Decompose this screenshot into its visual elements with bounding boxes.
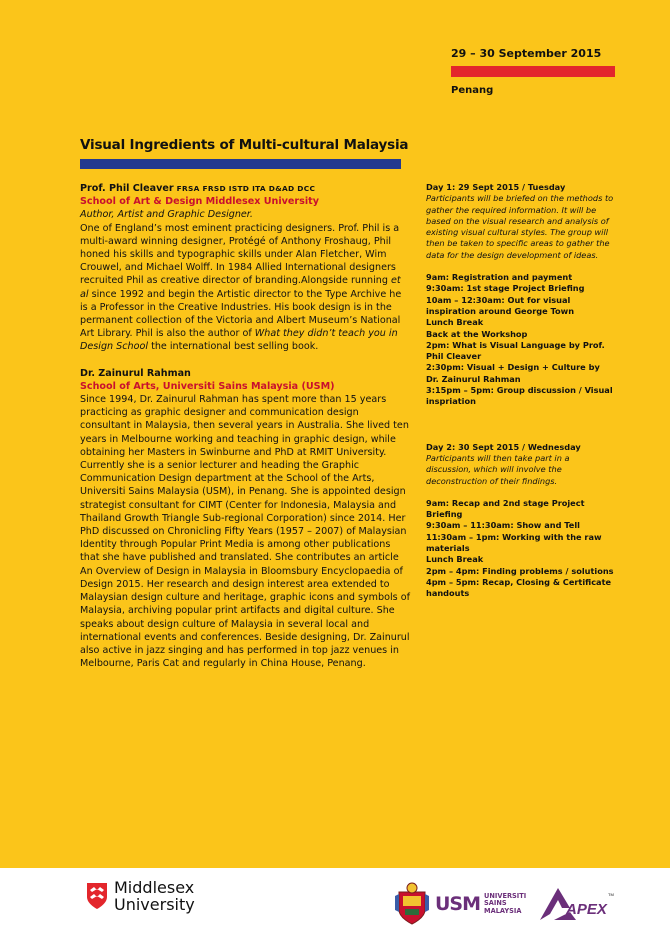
apex-logo <box>536 884 616 924</box>
usm-logo <box>435 893 526 916</box>
day-1-schedule <box>426 272 614 408</box>
page-title: Visual Ingredients of Multi-cultural Malaysia <box>80 137 409 153</box>
usm-mark: USM <box>435 893 481 915</box>
red-accent-bar <box>451 66 615 77</box>
schedule-item: 9:30am: 1st stage Project Briefing <box>426 283 585 294</box>
apex-wordmark: APEX <box>566 901 608 918</box>
speaker-1-heading <box>80 182 410 195</box>
schedule-item: 2pm – 4pm: Finding problems / solutions <box>426 565 614 576</box>
apex-trademark: TM <box>608 892 614 897</box>
schedule-item: 3:15pm – 5pm: Group discussion / Visual inspriation <box>426 385 613 407</box>
schedule-item: Lunch Break <box>426 554 484 565</box>
day-1-heading: Day 1: 29 Sept 2015 / Tuesday <box>426 182 566 192</box>
schedule-item: 9am: Recap and 2nd stage Project Briefing <box>426 497 585 520</box>
middlesex-university-logo <box>86 879 195 913</box>
schedule-item: Lunch Break <box>426 317 484 328</box>
day-2-block <box>426 442 614 600</box>
schedule-item: 4pm – 5pm: Recap, Closing & Certificate handouts <box>426 576 612 599</box>
schedule-item: 9:30am – 11:30am: Show and Tell <box>426 520 580 531</box>
speaker-1-name: Prof. Phil Cleaver <box>80 183 174 194</box>
schedule-item: Back at the Workshop <box>426 328 528 339</box>
partner-logos <box>393 882 616 926</box>
speaker-2-name: Dr. Zainurul Rahman <box>80 367 191 379</box>
day-1-description: Participants will be briefed on the methods to gather the required information. It will be based on the visual research and analysis of existing visual cultural styles. The group will then be taken to specific areas to gather the data for the design development of ideas. <box>426 193 614 260</box>
speaker-1-credentials: FRSA FRSD ISTD ITA D&AD DCC <box>176 184 316 193</box>
day-1-block <box>426 182 614 408</box>
speaker-2-institution: School of Arts, Universiti Sains Malaysia (USM) <box>80 380 335 392</box>
day-2-schedule <box>426 498 614 600</box>
speaker-1-role: Author, Artist and Graphic Designer. <box>80 209 253 221</box>
speaker-1-bio: One of England’s most eminent practicing designers. Prof. Phil is a multi-award winning designer, Protégé of Anthony Froshaug, Phil honed his skills and typographic skills under Alan Fletcher, Wim Crouwel, and Michael Wolff. In 1984 Allied International designers recruited Phil as creative director of branding.Alongside running et al since 1992 and begin the Artistic director to the Type Archive he is a Professor in the Creative Industries. His book design is in the permanent collection of the Victoria and Albert Museum’s National Art Library. Phil is also the author of What they didn’t teach you in Design School the international best selling book. <box>80 222 402 353</box>
middlesex-wordmark: Middlesex University <box>114 878 195 914</box>
schedule-item: 11:30am – 1pm: Working with the raw materials <box>426 531 602 554</box>
schedule-item: 9am: Registration and payment <box>426 272 573 283</box>
schedule-item: 2pm: What is Visual Language by Prof. Phil Cleaver <box>426 339 605 362</box>
event-date: 29 – 30 September 2015 <box>451 47 602 60</box>
usm-wordmark: UNIVERSITI SAINS MALAYSIA <box>484 891 527 915</box>
speaker-1-institution: School of Art & Design Middlesex University <box>80 196 319 208</box>
usm-crest-icon <box>393 882 431 926</box>
speaker-bios <box>80 182 410 670</box>
speaker-2-bio: Since 1994, Dr. Zainurul Rahman has spent more than 15 years practicing as graphic designer and communication design consultant in Malaysia, then several years in Australia. She lived ten years in Melbourne working and teaching in graphic design, while obtaining her Masters in Swinburne and PhD at RMIT University. Currently she is a senior lecturer and heading the Graphic Communication Design department at the School of the Arts, Universiti Sains Malaysia (USM), in Penang. She is appointed design strategist consultant for CIMT (Center for Indonesia, Malaysia and Thailand Growth Triangle Sub-regional Corporation) since 2014. Her PhD discussed on Chronicling Fifty Years (1957 – 2007) of Malaysian Identity through Popular Print Media is among other publications that she have published and translated. She contributes an article An Overview of Design in Malaysia in Bloomsbury Encyclopaedia of Design 2015. Her research and design interest area extended to Malaysian design culture and heritage, graphic icons and symbols of Malaysia, archiving popular print artifacts and digital culture. She speaks about design culture of Malaysia in several local and international events and conferences. Beside designing, Dr. Zainurul also active in jazz singing and has performed in top jazz venues in Melbourne, Paris Cat and regularly in China House, Penang. <box>80 394 410 670</box>
event-location: Penang <box>451 85 494 96</box>
schedule-item: 2:30pm: Visual + Design + Culture by Dr. Zainurul Rahman <box>426 362 600 384</box>
schedule-item: 10am – 12:30am: Out for visual inspiration around George Town <box>426 294 575 316</box>
day-2-description: Participants will then take part in a discussion, which will involve the deconstruction of their findings. <box>426 452 570 486</box>
schedule-column <box>426 182 614 600</box>
blue-accent-bar <box>80 159 401 169</box>
middlesex-shield-icon <box>86 882 108 910</box>
day-2-heading: Day 2: 30 Sept 2015 / Wednesday <box>426 441 581 452</box>
